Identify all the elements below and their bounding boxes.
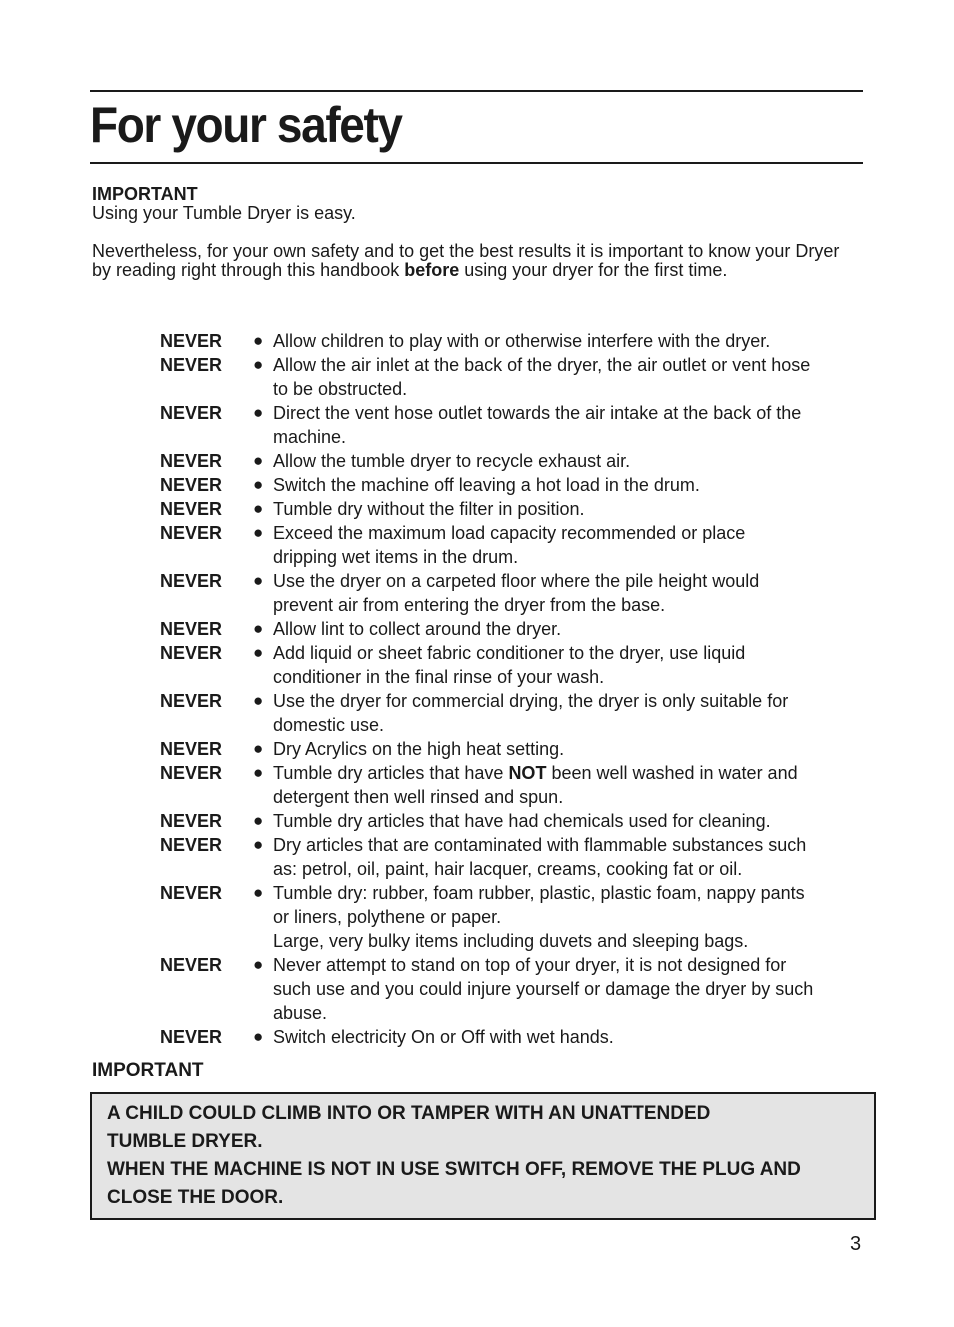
intro-section — [92, 185, 862, 280]
never-item-text — [273, 617, 860, 641]
never-item-text — [273, 953, 860, 1025]
never-item-line: Use the dryer on a carpeted floor where the pile height would — [273, 571, 760, 591]
page-title: For your safety — [90, 97, 402, 153]
never-item-text — [273, 521, 860, 569]
never-item-text — [273, 1025, 860, 1049]
never-label: NEVER — [160, 955, 223, 975]
never-label: NEVER — [160, 835, 223, 855]
never-item-line: Large, very bulky items including duvets and sleeping bags. — [273, 931, 749, 951]
never-list — [160, 329, 860, 1049]
never-item-pre: Tumble dry articles that have — [273, 763, 509, 783]
never-label: NEVER — [160, 451, 223, 471]
never-item-line: Add liquid or sheet fabric conditioner to the dryer, use liquid — [273, 643, 746, 663]
never-item-text — [273, 569, 860, 617]
never-item-text — [273, 473, 860, 497]
never-item-text — [273, 761, 860, 809]
never-item-line: dripping wet items in the drum. — [273, 547, 519, 567]
title-underline-rule — [90, 162, 863, 164]
bullet-icon: ● — [253, 1027, 264, 1046]
bullet-icon: ● — [253, 331, 264, 350]
bullet-icon: ● — [253, 643, 264, 662]
bullet-icon: ● — [253, 763, 264, 782]
bullet-icon: ● — [253, 739, 264, 758]
never-label: NEVER — [160, 403, 223, 423]
never-item-line: machine. — [273, 427, 347, 447]
never-label: NEVER — [160, 811, 223, 831]
never-item-text — [273, 833, 860, 881]
never-item-text — [273, 737, 860, 761]
never-item-text — [273, 329, 860, 353]
never-item-post: been well washed in water and — [546, 763, 798, 783]
never-item-line: Allow lint to collect around the dryer. — [273, 619, 562, 639]
never-item-line: Dry Acrylics on the high heat setting. — [273, 739, 565, 759]
never-item — [160, 881, 860, 953]
important-heading: IMPORTANT — [92, 1060, 204, 1081]
warning-line-2: TUMBLE DRYER. — [107, 1131, 263, 1152]
never-label: NEVER — [160, 883, 223, 903]
page-number: 3 — [850, 1233, 862, 1255]
never-label: NEVER — [160, 619, 223, 639]
bullet-icon: ● — [253, 571, 264, 590]
never-label: NEVER — [160, 691, 223, 711]
never-item — [160, 353, 860, 401]
never-label: NEVER — [160, 523, 223, 543]
never-item-line: domestic use. — [273, 715, 385, 735]
never-item-line: Tumble dry: rubber, foam rubber, plastic, plastic foam, nappy pants — [273, 883, 805, 903]
intro-paragraph — [92, 242, 862, 280]
bullet-icon: ● — [253, 451, 264, 470]
never-label: NEVER — [160, 499, 223, 519]
never-label: NEVER — [160, 763, 223, 783]
never-item-line: prevent air from entering the dryer from the base. — [273, 595, 666, 615]
bullet-icon: ● — [253, 523, 264, 542]
never-label: NEVER — [160, 475, 223, 495]
never-item-text — [273, 689, 860, 737]
never-label: NEVER — [160, 331, 223, 351]
never-item-line: as: petrol, oil, paint, hair lacquer, creams, cooking fat or oil. — [273, 859, 743, 879]
never-item — [160, 617, 860, 641]
never-item-text — [273, 641, 860, 689]
bullet-icon: ● — [253, 355, 264, 374]
never-item — [160, 521, 860, 569]
intro-line: Using your Tumble Dryer is easy. — [92, 203, 356, 223]
never-item-line: or liners, polythene or paper. — [273, 907, 502, 927]
never-item — [160, 329, 860, 353]
warning-line-1: A CHILD COULD CLIMB INTO OR TAMPER WITH AN UNATTENDED — [107, 1103, 711, 1124]
never-item-line: to be obstructed. — [273, 379, 408, 399]
never-item — [160, 569, 860, 617]
never-item-line: Exceed the maximum load capacity recommended or place — [273, 523, 746, 543]
never-item — [160, 641, 860, 689]
warning-box — [90, 1092, 876, 1220]
never-label: NEVER — [160, 739, 223, 759]
warning-line-4: CLOSE THE DOOR. — [107, 1187, 284, 1208]
important-label: IMPORTANT — [92, 184, 198, 204]
bullet-icon: ● — [253, 691, 264, 710]
never-item-text — [273, 497, 860, 521]
never-item — [160, 953, 860, 1025]
bullet-icon: ● — [253, 475, 264, 494]
never-item-line: such use and you could injure yourself or damage the dryer by such — [273, 979, 814, 999]
never-item-line: Use the dryer for commercial drying, the dryer is only suitable for — [273, 691, 789, 711]
never-item-line — [273, 761, 860, 785]
never-item-line: Dry articles that are contaminated with flammable substances such — [273, 835, 807, 855]
never-item-line: Switch the machine off leaving a hot load in the drum. — [273, 475, 700, 495]
never-label: NEVER — [160, 643, 223, 663]
never-item-text — [273, 881, 860, 953]
never-item-text — [273, 449, 860, 473]
never-item-text — [273, 353, 860, 401]
never-item-line: Allow the tumble dryer to recycle exhaust air. — [273, 451, 631, 471]
never-item — [160, 1025, 860, 1049]
bullet-icon: ● — [253, 883, 264, 902]
never-item-line: Direct the vent hose outlet towards the air intake at the back of the — [273, 403, 802, 423]
never-item-line: abuse. — [273, 1003, 328, 1023]
never-item — [160, 689, 860, 737]
never-label: NEVER — [160, 355, 223, 375]
never-label: NEVER — [160, 1027, 223, 1047]
never-label: NEVER — [160, 571, 223, 591]
never-item — [160, 449, 860, 473]
never-item — [160, 473, 860, 497]
intro-paragraph-post: using your dryer for the first time. — [459, 260, 728, 280]
never-item — [160, 833, 860, 881]
intro-paragraph-bold: before — [404, 260, 460, 280]
never-item — [160, 497, 860, 521]
never-item-line: Switch electricity On or Off with wet hands. — [273, 1027, 614, 1047]
intro-paragraph-pre: Nevertheless, for your own safety and to get the best results it is important to know your Dryer by reading right through this handbook — [92, 241, 840, 280]
bullet-icon: ● — [253, 955, 264, 974]
never-item-line: Allow children to play with or otherwise interfere with the dryer. — [273, 331, 771, 351]
bullet-icon: ● — [253, 811, 264, 830]
bullet-icon: ● — [253, 499, 264, 518]
never-item-line: Never attempt to stand on top of your dryer, it is not designed for — [273, 955, 787, 975]
never-item — [160, 401, 860, 449]
never-item — [160, 809, 860, 833]
never-item-bold: NOT — [508, 763, 547, 783]
never-item-line: detergent then well rinsed and spun. — [273, 787, 564, 807]
never-item-line: Tumble dry articles that have had chemicals used for cleaning. — [273, 811, 771, 831]
never-item-text — [273, 401, 860, 449]
bullet-icon: ● — [253, 619, 264, 638]
never-item — [160, 761, 860, 809]
never-item-line: conditioner in the final rinse of your wash. — [273, 667, 605, 687]
warning-line-3: WHEN THE MACHINE IS NOT IN USE SWITCH OFF, REMOVE THE PLUG AND — [107, 1159, 801, 1180]
never-item-text — [273, 809, 860, 833]
never-item-line: Tumble dry without the filter in position. — [273, 499, 585, 519]
bullet-icon: ● — [253, 835, 264, 854]
never-item — [160, 737, 860, 761]
bullet-icon: ● — [253, 403, 264, 422]
never-item-line: Allow the air inlet at the back of the dryer, the air outlet or vent hose — [273, 355, 811, 375]
